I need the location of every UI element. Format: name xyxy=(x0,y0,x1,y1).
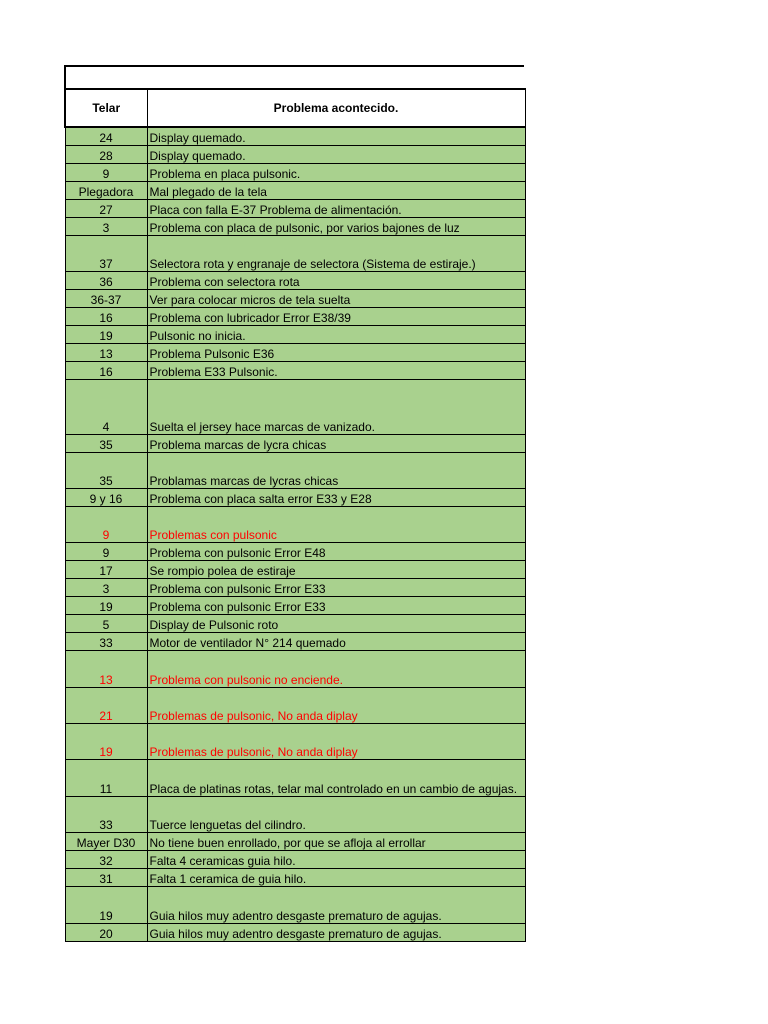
cell-problema[interactable]: Motor de ventilador N° 214 quemado xyxy=(147,632,525,650)
cell-telar[interactable]: 35 xyxy=(65,434,147,452)
cell-telar[interactable]: 24 xyxy=(65,127,147,145)
cell-telar[interactable]: 13 xyxy=(65,343,147,361)
table-row xyxy=(65,632,525,650)
cell-problema[interactable]: Selectora rota y engranaje de selectora (Sistema de estiraje.) xyxy=(147,235,525,271)
cell-telar[interactable]: 9 xyxy=(65,163,147,181)
table-row xyxy=(65,542,525,560)
cell-telar[interactable]: 3 xyxy=(65,217,147,235)
table-row xyxy=(65,614,525,632)
table-row xyxy=(65,271,525,289)
problems-table xyxy=(64,88,526,942)
cell-telar[interactable]: 36 xyxy=(65,271,147,289)
cell-telar[interactable]: 17 xyxy=(65,560,147,578)
table-row xyxy=(65,832,525,850)
cell-problema[interactable]: Problema en placa pulsonic. xyxy=(147,163,525,181)
cell-telar[interactable]: 19 xyxy=(65,723,147,759)
cell-problema[interactable]: Falta 1 ceramica de guia hilo. xyxy=(147,868,525,886)
cell-telar[interactable]: 27 xyxy=(65,199,147,217)
cell-telar[interactable]: 31 xyxy=(65,868,147,886)
table-row xyxy=(65,868,525,886)
cell-problema[interactable]: Problema con lubricador Error E38/39 xyxy=(147,307,525,325)
cell-problema[interactable]: Problema E33 Pulsonic. xyxy=(147,361,525,379)
table-row xyxy=(65,127,525,145)
title-row xyxy=(64,65,524,88)
cell-telar[interactable]: 37 xyxy=(65,235,147,271)
cell-problema[interactable]: Problema con pulsonic no enciende. xyxy=(147,650,525,687)
header-problema: Problema acontecido. xyxy=(147,89,525,127)
cell-problema[interactable]: Ver para colocar micros de tela suelta xyxy=(147,289,525,307)
table-row xyxy=(65,235,525,271)
cell-problema[interactable]: Problema con pulsonic Error E33 xyxy=(147,596,525,614)
cell-telar[interactable]: 3 xyxy=(65,578,147,596)
header-telar: Telar xyxy=(65,89,147,127)
cell-problema[interactable]: Problema con placa salta error E33 y E28 xyxy=(147,488,525,506)
cell-telar[interactable]: 13 xyxy=(65,650,147,687)
cell-problema[interactable]: Falta 4 ceramicas guia hilo. xyxy=(147,850,525,868)
cell-problema[interactable]: Problemas de pulsonic, No anda diplay xyxy=(147,687,525,723)
cell-problema[interactable]: Problemas con pulsonic xyxy=(147,506,525,542)
cell-problema[interactable]: Guia hilos muy adentro desgaste prematuro de agujas. xyxy=(147,923,525,941)
table-row xyxy=(65,560,525,578)
cell-telar[interactable]: 4 xyxy=(65,379,147,434)
table-row xyxy=(65,650,525,687)
cell-problema[interactable]: No tiene buen enrollado, por que se afloja al errollar xyxy=(147,832,525,850)
cell-telar[interactable]: 19 xyxy=(65,886,147,923)
table-row xyxy=(65,307,525,325)
table-row xyxy=(65,181,525,199)
cell-problema[interactable]: Problema marcas de lycra chicas xyxy=(147,434,525,452)
table-row xyxy=(65,596,525,614)
cell-telar[interactable]: 9 xyxy=(65,506,147,542)
cell-telar[interactable]: 20 xyxy=(65,923,147,941)
table-row xyxy=(65,434,525,452)
cell-problema[interactable]: Mal plegado de la tela xyxy=(147,181,525,199)
table-row xyxy=(65,488,525,506)
cell-telar[interactable]: 19 xyxy=(65,596,147,614)
cell-problema[interactable]: Problamas marcas de lycras chicas xyxy=(147,452,525,488)
cell-telar[interactable]: Plegadora xyxy=(65,181,147,199)
cell-problema[interactable]: Suelta el jersey hace marcas de vanizado. xyxy=(147,379,525,434)
table-row xyxy=(65,343,525,361)
table-row xyxy=(65,145,525,163)
table-row xyxy=(65,163,525,181)
table-row xyxy=(65,923,525,941)
cell-problema[interactable]: Display quemado. xyxy=(147,127,525,145)
table-row xyxy=(65,289,525,307)
cell-problema[interactable]: Display quemado. xyxy=(147,145,525,163)
table-row xyxy=(65,850,525,868)
cell-problema[interactable]: Placa con falla E-37 Problema de alimentación. xyxy=(147,199,525,217)
header-row xyxy=(65,89,525,127)
cell-problema[interactable]: Problema con pulsonic Error E33 xyxy=(147,578,525,596)
cell-telar[interactable]: 9 y 16 xyxy=(65,488,147,506)
cell-problema[interactable]: Problema con placa de pulsonic, por varios bajones de luz xyxy=(147,217,525,235)
table-row xyxy=(65,379,525,434)
cell-problema[interactable]: Pulsonic no inicia. xyxy=(147,325,525,343)
cell-telar[interactable]: 19 xyxy=(65,325,147,343)
table-row xyxy=(65,886,525,923)
cell-telar[interactable]: Mayer D30 xyxy=(65,832,147,850)
cell-problema[interactable]: Se rompio polea de estiraje xyxy=(147,560,525,578)
table-row xyxy=(65,361,525,379)
cell-telar[interactable]: 5 xyxy=(65,614,147,632)
table-row xyxy=(65,687,525,723)
cell-telar[interactable]: 21 xyxy=(65,687,147,723)
cell-problema[interactable]: Display de Pulsonic roto xyxy=(147,614,525,632)
cell-problema[interactable]: Problema con pulsonic Error E48 xyxy=(147,542,525,560)
table-row xyxy=(65,759,525,796)
table-body xyxy=(65,127,525,941)
cell-telar[interactable]: 28 xyxy=(65,145,147,163)
cell-problema[interactable]: Problemas de pulsonic, No anda diplay xyxy=(147,723,525,759)
cell-telar[interactable]: 16 xyxy=(65,307,147,325)
table-row xyxy=(65,723,525,759)
cell-telar[interactable]: 11 xyxy=(65,759,147,796)
table-row xyxy=(65,217,525,235)
cell-telar[interactable]: 33 xyxy=(65,796,147,832)
cell-telar[interactable]: 9 xyxy=(65,542,147,560)
cell-problema[interactable]: Problema Pulsonic E36 xyxy=(147,343,525,361)
cell-telar[interactable]: 33 xyxy=(65,632,147,650)
table-row xyxy=(65,325,525,343)
cell-telar[interactable]: 32 xyxy=(65,850,147,868)
cell-telar[interactable]: 35 xyxy=(65,452,147,488)
table-row xyxy=(65,199,525,217)
cell-problema[interactable]: Placa de platinas rotas, telar mal controlado en un cambio de agujas. xyxy=(147,759,525,796)
spreadsheet xyxy=(64,65,524,942)
cell-problema[interactable]: Problema con selectora rota xyxy=(147,271,525,289)
cell-problema[interactable]: Guia hilos muy adentro desgaste prematuro de agujas. xyxy=(147,886,525,923)
cell-problema[interactable]: Tuerce lenguetas del cilindro. xyxy=(147,796,525,832)
table-row xyxy=(65,506,525,542)
cell-telar[interactable]: 36-37 xyxy=(65,289,147,307)
cell-telar[interactable]: 16 xyxy=(65,361,147,379)
table-row xyxy=(65,452,525,488)
table-row xyxy=(65,578,525,596)
table-row xyxy=(65,796,525,832)
